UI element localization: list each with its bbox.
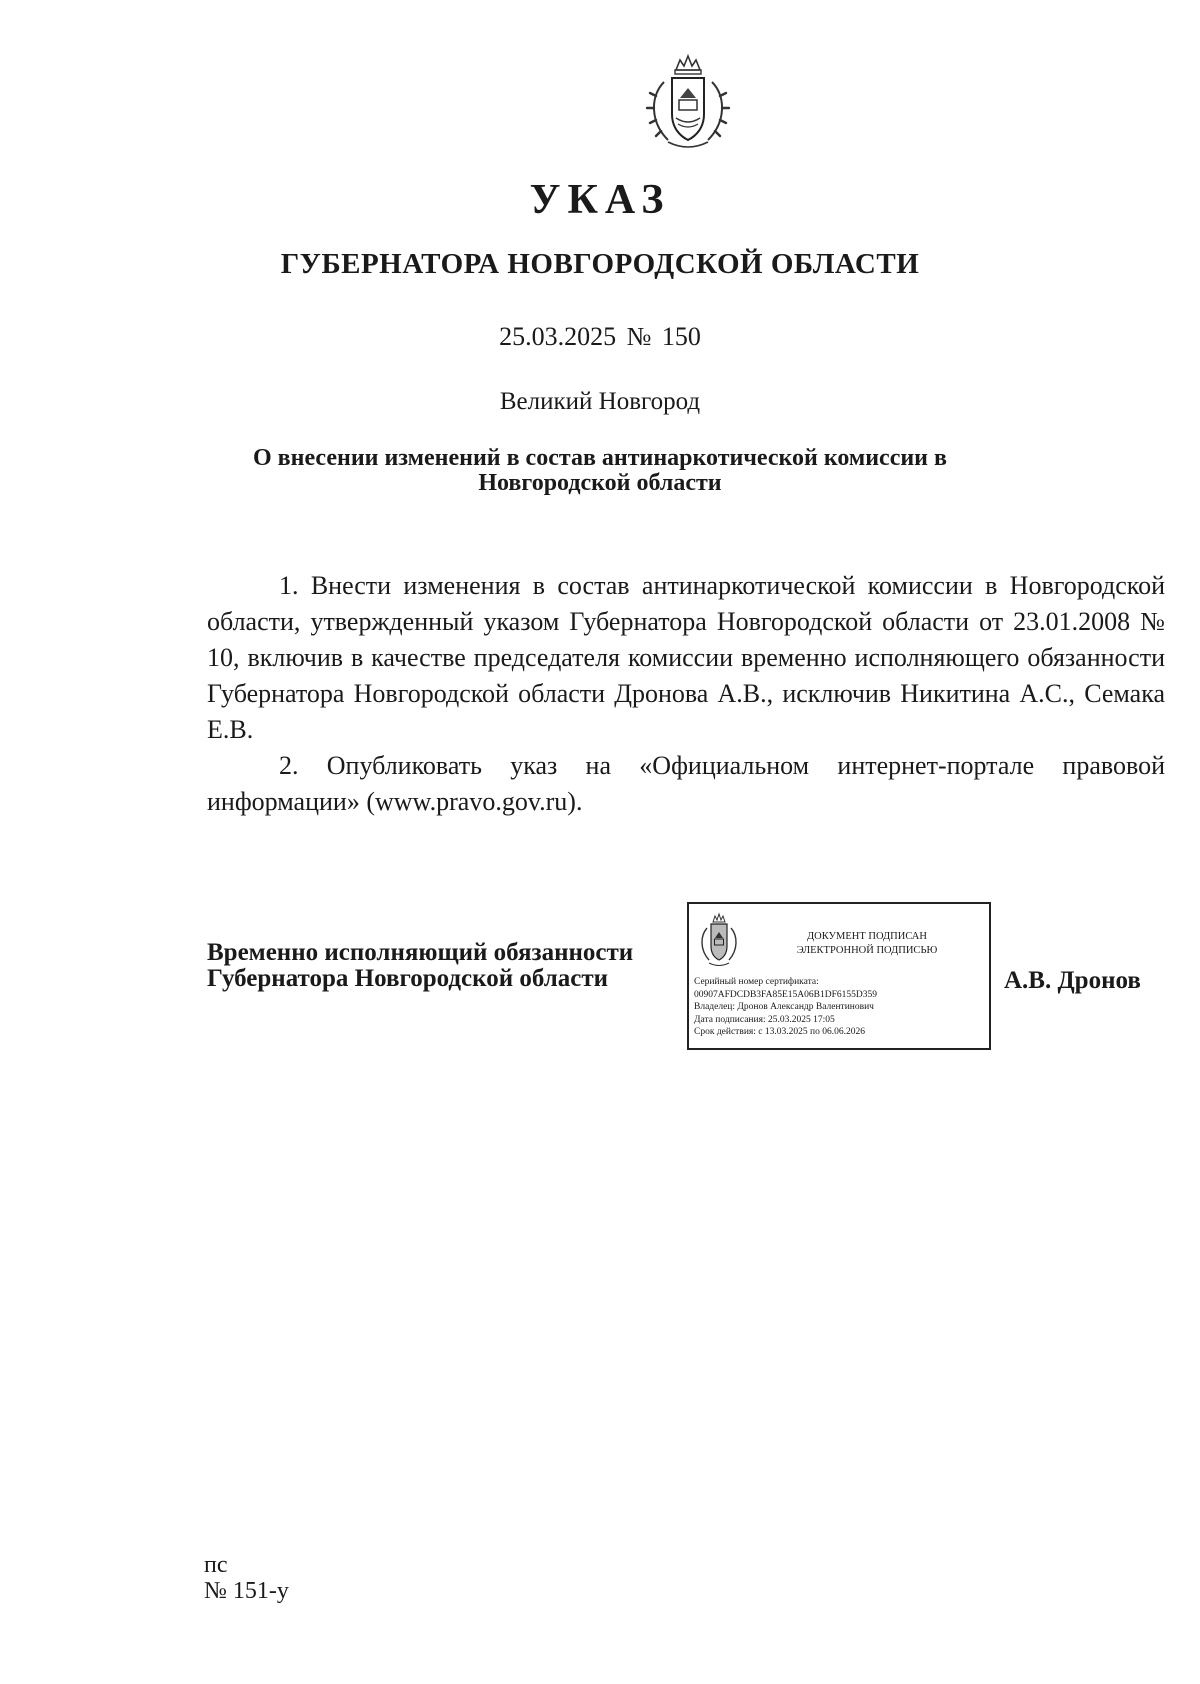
stamp-serial-label: Серийный номер сертификата: (694, 977, 819, 987)
footer-registration: № 151-у (204, 1578, 289, 1604)
subject-line-1: О внесении изменений в состав антинаркотической комиссии в (253, 445, 947, 471)
signatory-name: А.В. Дронов (1004, 967, 1141, 994)
decree-date: 25.03.2025 (499, 322, 617, 351)
coat-of-arms-icon (642, 52, 734, 152)
coat-of-arms-icon (696, 912, 742, 968)
decree-city: Великий Новгород (499, 388, 701, 415)
document-footer (204, 1552, 289, 1604)
signatory-position-line-2: Губернатора Новгородской области (207, 965, 609, 992)
signatory-position (207, 940, 633, 992)
stamp-validity: Срок действия: с 13.03.2025 по 06.06.2026 (694, 1027, 865, 1038)
stamp-title-line-2: ЭЛЕКТРОННОЙ ПОДПИСЬЮ (796, 945, 938, 956)
decree-issuer: ГУБЕРНАТОРА НОВГОРОДСКОЙ ОБЛАСТИ (280, 248, 920, 280)
decree-number: 150 (661, 322, 701, 351)
decree-subject (240, 446, 960, 496)
decree-title: УКАЗ (529, 177, 671, 223)
electronic-signature-stamp (687, 902, 991, 1050)
subject-line-2: Новгородской области (478, 470, 722, 496)
footer-code: пс (204, 1552, 228, 1578)
number-sign: № (626, 322, 652, 351)
body-paragraph-1: 1. Внести изменения в состав антинаркотической комиссии в Новгородской области, утвержденный указом Губернатора Новгородской области от 23.01.2008 № 10, включив в качестве председателя комиссии временно исполняющего обязанности Губернатора Новгородской области Дронова А.В., исключив Никитина А.С., Семака Е.В. (207, 571, 1165, 744)
decree-body (207, 568, 1165, 820)
stamp-owner: Владелец: Дронов Александр Валентинович (694, 1002, 874, 1013)
stamp-signed-at: Дата подписания: 25.03.2025 17:05 (694, 1014, 835, 1025)
decree-dateline (0, 322, 1200, 352)
stamp-title (749, 930, 985, 958)
signatory-position-line-1: Временно исполняющий обязанности (207, 939, 634, 966)
stamp-details (694, 976, 985, 1039)
stamp-title-line-1: ДОКУМЕНТ ПОДПИСАН (807, 931, 927, 942)
body-paragraph-2: 2. Опубликовать указ на «Официальном интернет-портале правовой информации» (www.pravo.gov.ru). (207, 751, 1165, 816)
stamp-serial: 00907AFDCDB3FA85E15A06B1DF6155D359 (694, 989, 877, 1000)
